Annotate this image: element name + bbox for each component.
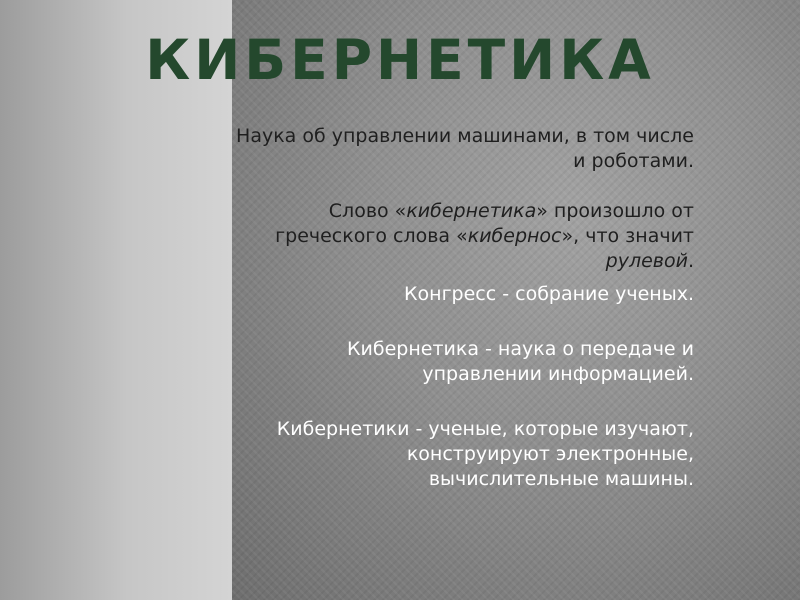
etymology-term-helmsman: рулевой: [605, 250, 688, 272]
etymology-term-cybernetics: кибернетика: [406, 200, 537, 222]
slide-title: КИБЕРНЕТИКА: [145, 28, 655, 92]
etymology-text-1: Слово «: [328, 200, 407, 222]
congress-paragraph: Конгресс - собрание ученых.: [404, 283, 694, 305]
definition-paragraph: Наука об управлении машинами, в том числе и роботами.: [236, 125, 694, 172]
etymology-text-4: .: [687, 250, 694, 272]
etymology-term-kybernos: кибернос: [467, 225, 562, 247]
etymology-text-3: », что значит: [561, 225, 694, 247]
etymology-text-2: » произошло от греческого слова «: [275, 200, 694, 247]
cybernetics-science-paragraph: Кибернетика - наука о передаче и управлении информацией.: [347, 338, 694, 385]
etymology-paragraph: [234, 199, 694, 274]
slide-body: [234, 124, 694, 492]
cyberneticists-paragraph: Кибернетики - ученые, которые изучают, конструируют электронные, вычислительные машины.: [276, 418, 694, 490]
